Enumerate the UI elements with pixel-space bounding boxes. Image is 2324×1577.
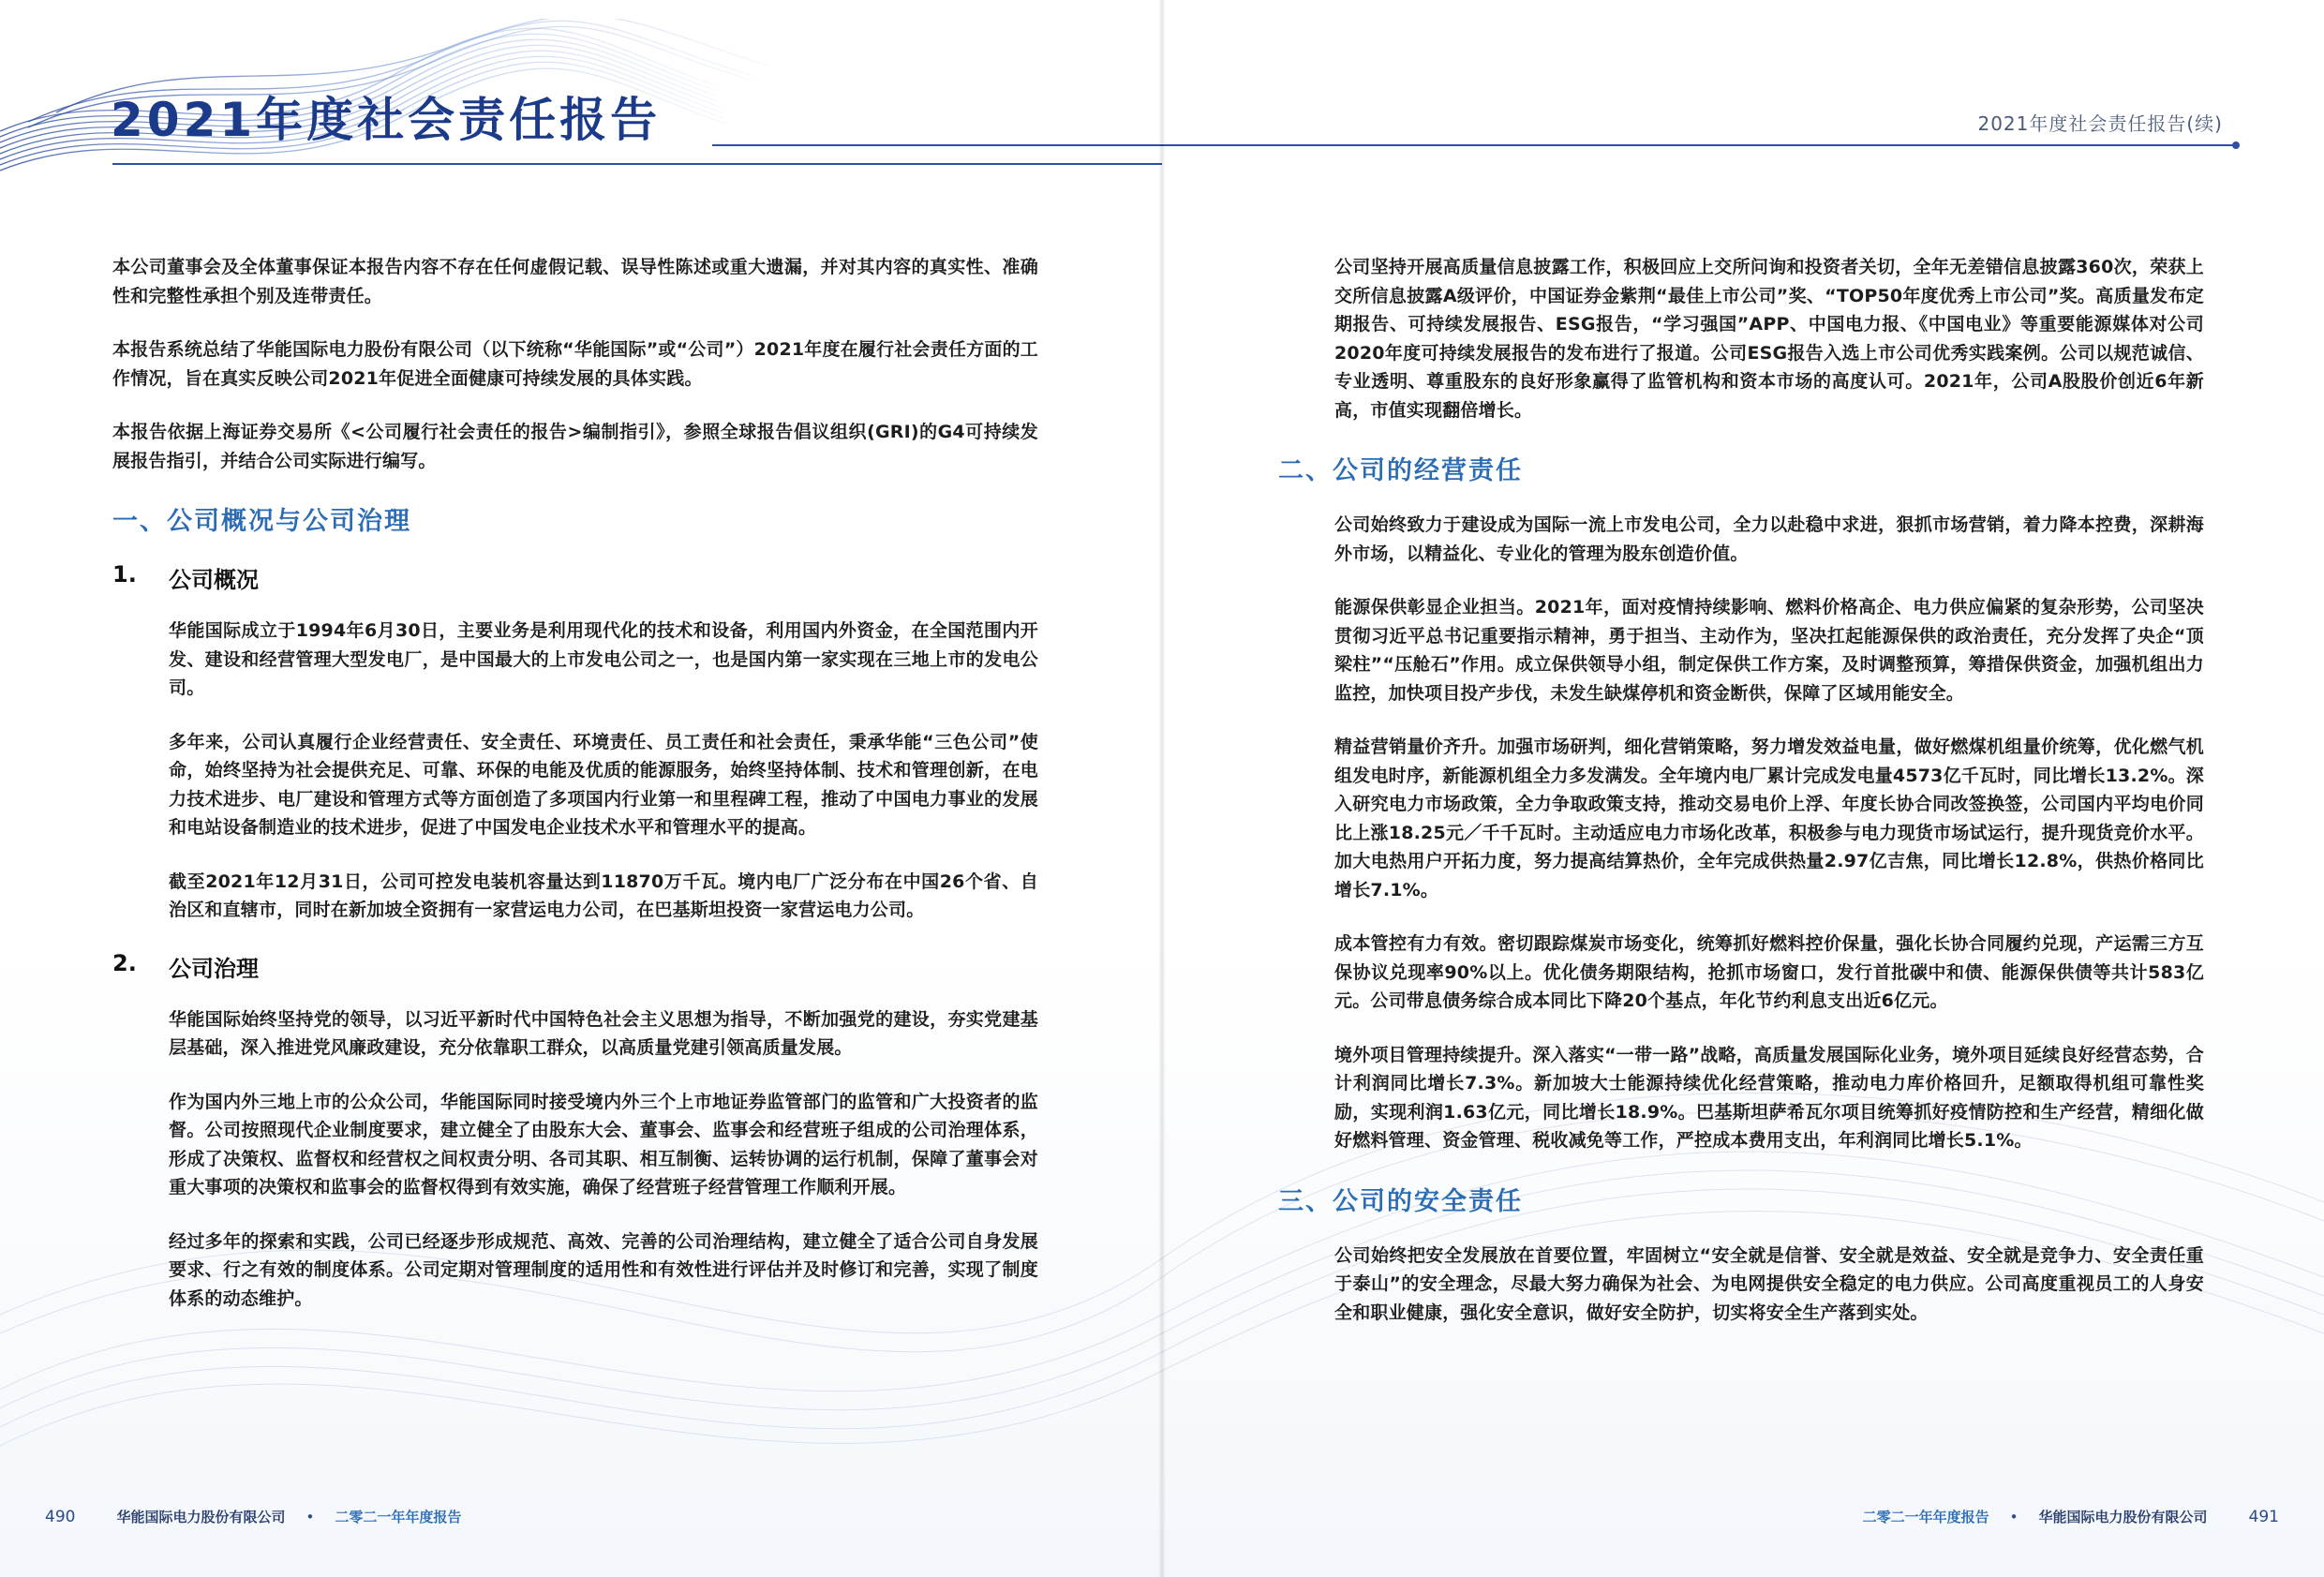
footer-bullet: • [2009, 1508, 2019, 1525]
body-paragraph: 华能国际始终坚持党的领导，以习近平新时代中国特色社会主义思想为指导，不断加强党的建设，夯实党建基层基础，深入推进党风廉政建设，充分依靠职工群众，以高质量党建引领高质量发展。 [169, 1008, 1038, 1058]
subsection-number: 2. [112, 949, 137, 976]
body-paragraph [1334, 930, 2204, 1016]
section-heading: 一、公司概况与公司治理 [112, 507, 411, 536]
body-paragraph: 作为国内外三地上市的公众公司，华能国际同时接受境内外三个上市地证券监管部门的监管和广大投资者的监督。公司按照现代企业制度要求，建立健全了由股东大会、董事会、监事会和经营班子组成的公司治理体系，形成了决策权、监督权和经营权之间权责分明、各司其职、相互制衡、运转协调的运行机制，保障了董事会对重大事项的决策权和监事会的监督权得到有效实施，确保了经营班子经营管理工作顺利开展。 [169, 1091, 1038, 1198]
footer-right [1863, 1507, 2279, 1526]
body-paragraph [1334, 733, 2204, 904]
footer-company: 华能国际电力股份有限公司 [116, 1509, 286, 1525]
body-paragraph: 经过多年的探索和实践，公司已经逐步形成规范、高效、完善的公司治理结构，建立健全了适合公司自身发展要求、行之有效的制度体系。公司定期对管理制度的适用性和有效性进行评估并及时修订和完善，实现了制度体系的动态维护。 [169, 1230, 1038, 1309]
footer-left [45, 1507, 461, 1526]
footer-report-name: 二零二一年年度报告 [1862, 1509, 1989, 1525]
right-page-content [1278, 253, 2205, 1352]
subsection-title: 公司概况 [169, 567, 259, 593]
subsection-title: 公司治理 [169, 955, 259, 982]
page-number: 490 [45, 1507, 76, 1526]
footer-report-name: 二零二一年年度报告 [335, 1509, 462, 1525]
section-heading: 二、公司的经营责任 [1278, 456, 1523, 485]
body-paragraph [1334, 1041, 2204, 1155]
body-paragraph: 公司坚持开展高质量信息披露工作，积极回应上交所问询和投资者关切，全年无差错信息披露360次，荣获上交所信息披露A级评价，中国证券金紫荆“最佳上市公司”奖、“TOP50年度优秀上市公司”奖。高质量发布定期报告、可持续发展报告、ESG报告，“学习强国”APP、中国电力报、《中国电业》等重要能源媒体对公司2020年度可持续发展报告的发布进行了报道。公司ESG报告入选上市公司优秀实践案例。公司以规范诚信、专业透明、尊重股东的良好形象赢得了监管机构和资本市场的高度认可。2021年，公司A股股价创近6年新高，市值实现翻倍增长。 [1334, 257, 2204, 421]
section-heading: 三、公司的安全责任 [1278, 1186, 1523, 1216]
intro-paragraph: 本公司董事会及全体董事保证本报告内容不存在任何虚假记载、误导性陈述或重大遗漏，并对其内容的真实性、准确性和完整性承担个别及连带责任。 [112, 257, 1038, 306]
paragraph-lead: 精益营销量价齐升。 [1334, 736, 1498, 757]
paragraph-lead: 能源保供彰显企业担当。 [1334, 597, 1535, 617]
body-paragraph: 公司始终把安全发展放在首要位置，牢固树立“安全就是信誉、安全就是效益、安全就是竞争力、安全责任重于泰山”的安全理念，尽最大努力确保为社会、为电网提供安全稳定的电力供应。公司高度重视员工的人身安全和职业健康，强化安全意识，做好安全防护，切实将安全生产落到实处。 [1334, 1244, 2204, 1323]
header-rule-right [1125, 140, 2296, 151]
page-number: 491 [2248, 1507, 2279, 1526]
footer-company: 华能国际电力股份有限公司 [2038, 1509, 2208, 1525]
left-page-content [112, 253, 1038, 1338]
paragraph-lead: 成本管控有力有效。 [1334, 933, 1498, 954]
body-paragraph: 多年来，公司认真履行企业经营责任、安全责任、环境责任、员工责任和社会责任，秉承华能“三色公司”使命，始终坚持为社会提供充足、可靠、环保的电能及优质的能源服务，始终坚持体制、技术和管理创新，在电力技术进步、电厂建设和管理方式等方面创造了多项国内行业第一和里程碑工程，推动了中国电力事业的发展和电站设备制造业的技术进步，促进了中国发电企业技术水平和管理水平的提高。 [169, 731, 1038, 838]
report-title: 2021年度社会责任报告 [111, 93, 662, 147]
body-paragraph: 华能国际成立于1994年6月30日，主要业务是利用现代化的技术和设备，利用国内外资金，在全国范围内开发、建设和经营管理大型发电厂，是中国最大的上市发电公司之一，也是国内第一家实现在三地上市的发电公司。 [169, 620, 1038, 698]
body-paragraph: 公司始终致力于建设成为国际一流上市发电公司，全力以赴稳中求进，狠抓市场营销，着力降本控费，深耕海外市场，以精益化、专业化的管理为股东创造价值。 [1334, 514, 2204, 564]
paragraph-text: 深入落实“一带一路”战略，高质量发展国际化业务，境外项目延续良好经营态势，合计利润同比增长7.3%。新加坡大士能源持续优化经营策略，推动电力库价格回升，足额取得机组可靠性奖励，实现利润1.63亿元，同比增长18.9%。巴基斯坦萨希瓦尔项目统筹抓好疫情防控和生产经营，精细化做好燃料管理、资金管理、税收减免等工作，严控成本费用支出，年利润同比增长5.1%。 [1334, 1044, 2205, 1151]
paragraph-text: 加强市场研判，细化营销策略，努力增发效益电量，做好燃煤机组量价统筹，优化燃气机组发电时序，新能源机组全力多发满发。全年境内电厂累计完成发电量4573亿千瓦时，同比增长13.2%。深入研究电力市场政策，全力争取政策支持，推动交易电价上浮、年度长协合同改签换签，公司国内平均电价同比上涨18.25元／千千瓦时。主动适应电力市场化改革，积极参与电力现货市场试运行，提升现货竞价水平。加大电热用户开拓力度，努力提高结算热价，全年完成供热量2.97亿吉焦，同比增长12.8%，供热价格同比增长7.1%。 [1334, 736, 2204, 900]
paragraph-text: 2021年，面对疫情持续影响、燃料价格高企、电力供应偏紧的复杂形势，公司坚决贯彻习近平总书记重要指示精神，勇于担当、主动作为，坚决扛起能源保供的政治责任，充分发挥了央企“顶梁柱”“压舱石”作用。成立保供领导小组，制定保供工作方案，及时调整预算，筹措保供资金，加强机组出力监控，加快项目投产步伐，未发生缺煤停机和资金断供，保障了区域用能安全。 [1334, 597, 2205, 704]
subsection-heading [112, 950, 1038, 983]
paragraph-text: 密切跟踪煤炭市场变化，统筹抓好燃料控价保量，强化长协合同履约兑现，产运需三方互保协议兑现率90%以上。优化债务期限结构，抢抓市场窗口，发行首批碳中和债、能源保供债等共计583亿元。公司带息债务综合成本同比下降20个基点，年化节约利息支出近6亿元。 [1334, 933, 2204, 1011]
subsection-heading [112, 561, 1038, 594]
paragraph-lead: 境外项目管理持续提升。 [1334, 1044, 1533, 1065]
header-rule [712, 141, 2024, 150]
intro-paragraph: 本报告系统总结了华能国际电力股份有限公司（以下统称“华能国际”或“公司”）2021年度在履行社会责任方面的工作情况，旨在真实反映公司2021年促进全面健康可持续发展的具体实践。 [112, 339, 1038, 389]
running-header: 2021年度社会责任报告(续) [1977, 112, 2223, 135]
body-paragraph [1334, 593, 2204, 707]
subsection-number: 1. [112, 561, 137, 588]
book-gutter [1158, 0, 1166, 1577]
footer-bullet: • [305, 1508, 315, 1525]
intro-paragraph: 本报告依据上海证券交易所《<公司履行社会责任的报告>编制指引》，参照全球报告倡议组织(GRI)的G4可持续发展报告指引，并结合公司实际进行编写。 [112, 422, 1038, 471]
body-paragraph: 截至2021年12月31日，公司可控发电装机容量达到11870万千瓦。境内电厂广泛分布在中国26个省、自治区和直辖市，同时在新加坡全资拥有一家营运电力公司，在巴基斯坦投资一家营运电力公司。 [169, 870, 1038, 920]
